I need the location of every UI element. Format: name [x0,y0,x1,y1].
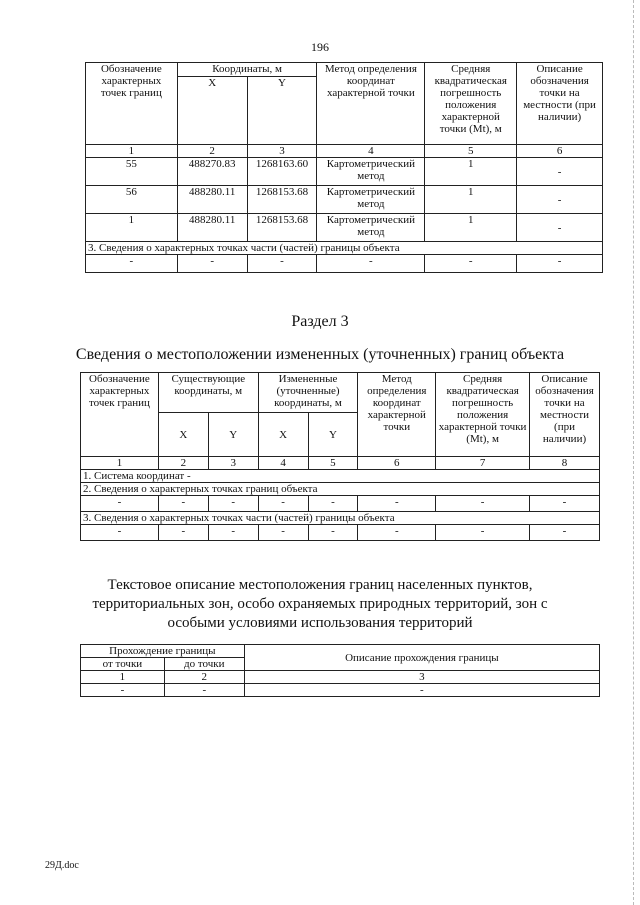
dash-row [86,255,603,273]
header-method: Метод определения координат характерной точки [358,373,436,457]
header-passage: Прохождение границы [81,645,245,658]
coordinates-table [85,62,603,273]
empty-value: - [81,525,159,541]
header-designation: Обозначение характерных точек границ [81,373,159,457]
section-subtitle: Сведения о местоположении измененных (уточненных) границ объекта [75,346,565,363]
empty-value: - [164,684,244,697]
header-to-point: до точки [164,658,244,671]
col-number: 8 [530,457,600,470]
col-number: 7 [436,457,530,470]
empty-value: - [247,255,317,273]
col-number: 3 [247,145,317,158]
column-numbers-row [86,145,603,158]
coord-y: 1268153.68 [247,214,317,242]
empty-value: - [530,496,600,512]
col-number: 3 [208,457,258,470]
page-edge-line [632,0,634,905]
header-y: Y [208,413,258,457]
col-number: 1 [81,457,159,470]
coord-x: 488270.83 [177,158,247,186]
col-number: 2 [164,671,244,684]
table-row [86,158,603,186]
error-value: 1 [425,186,517,214]
empty-value: - [517,255,603,273]
footer-filename: 29Д.doc [45,860,79,871]
col-number: 5 [425,145,517,158]
section-title: Раздел 3 [291,313,349,330]
header-passage-description: Описание прохождения границы [244,645,599,671]
empty-value: - [208,525,258,541]
dash-row [81,684,600,697]
header-y: Y [308,413,358,457]
header-error: Средняя квадратическая погрешность положения характерной точки (Mt), м [425,63,517,145]
col-number: 6 [358,457,436,470]
header-description: Описание обозначения точки на местности (при наличии) [517,63,603,145]
empty-value: - [308,525,358,541]
table-row [86,186,603,214]
header-x: X [177,77,247,145]
col-number: 2 [158,457,208,470]
header-y: Y [247,77,317,145]
empty-value: - [308,496,358,512]
header-changed: Измененные (уточненные) координаты, м [258,373,358,413]
dash-row [81,496,600,512]
header-x: X [258,413,308,457]
header-from-point: от точки [81,658,165,671]
empty-value: - [81,496,159,512]
method: Картометрический метод [317,214,425,242]
header-x: X [158,413,208,457]
boundary-passage-table [80,644,600,697]
text-description-title: Текстовое описание местоположения границ населенных пунктов, территориальных зон, особо охраняемых природных территорий, зон с особыми условиями использования территорий [92,577,548,631]
empty-value: - [81,684,165,697]
dash-row [81,525,600,541]
header-description: Описание обозначения точки на местности (при наличии) [530,373,600,457]
method: Картометрический метод [317,186,425,214]
header-method: Метод определения координат характерной точки [317,63,425,145]
table-row [86,214,603,242]
coordinate-system-label: 1. Система координат - [81,470,600,483]
method: Картометрический метод [317,158,425,186]
empty-value: - [158,496,208,512]
empty-value: - [436,525,530,541]
column-numbers-row [81,671,600,684]
col-number: 4 [317,145,425,158]
col-number: 1 [86,145,178,158]
empty-value: - [86,255,178,273]
empty-value: - [158,525,208,541]
col-number: 3 [244,671,599,684]
description-value: - [517,186,603,214]
header-coordinates: Координаты, м [177,63,317,77]
header-designation: Обозначение характерных точек границ [86,63,178,145]
coord-x: 488280.11 [177,214,247,242]
col-number: 4 [258,457,308,470]
col-number: 1 [81,671,165,684]
empty-value: - [425,255,517,273]
description-value: - [517,158,603,186]
empty-value: - [530,525,600,541]
header-existing: Существующие координаты, м [158,373,258,413]
section3-label: 3. Сведения о характерных точках части (частей) границы объекта [86,242,603,255]
point-id: 55 [86,158,178,186]
coord-y: 1268163.60 [247,158,317,186]
col-number: 2 [177,145,247,158]
section2-label: 2. Сведения о характерных точках границ объекта [81,483,600,496]
error-value: 1 [425,214,517,242]
empty-value: - [436,496,530,512]
error-value: 1 [425,158,517,186]
empty-value: - [317,255,425,273]
section3-label: 3. Сведения о характерных точках части (частей) границы объекта [81,512,600,525]
empty-value: - [208,496,258,512]
column-numbers-row [81,457,600,470]
page-number: 196 [311,40,329,54]
changed-boundaries-table [80,372,600,541]
col-number: 5 [308,457,358,470]
empty-value: - [258,496,308,512]
empty-value: - [358,496,436,512]
empty-value: - [177,255,247,273]
point-id: 56 [86,186,178,214]
coord-x: 488280.11 [177,186,247,214]
col-number: 6 [517,145,603,158]
empty-value: - [244,684,599,697]
coord-y: 1268153.68 [247,186,317,214]
header-error: Средняя квадратическая погрешность положения характерной точки (Mt), м [436,373,530,457]
empty-value: - [358,525,436,541]
description-value: - [517,214,603,242]
point-id: 1 [86,214,178,242]
empty-value: - [258,525,308,541]
